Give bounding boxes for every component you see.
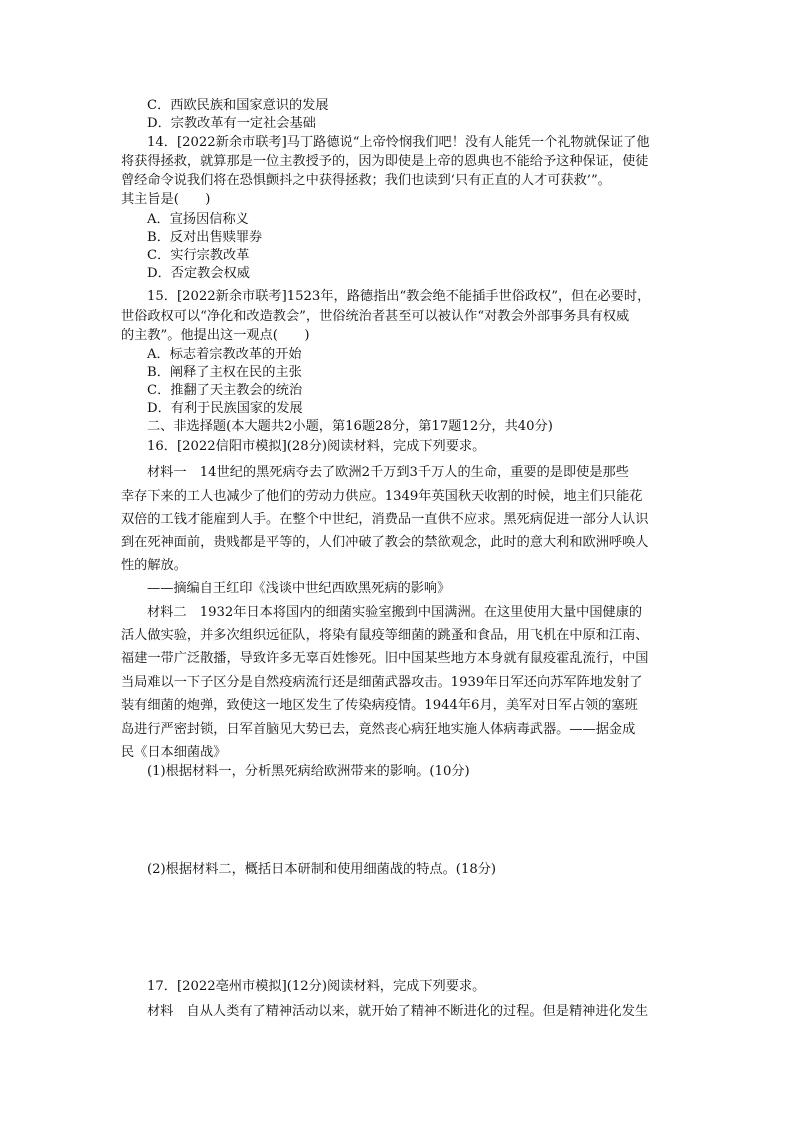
q16-material1-line: 材料一 14世纪的黑死病夺去了欧洲2千万到3千万人的生命，重要的是即使是那些 [147,465,629,480]
q17-material-line: 材料 自从人类有了精神活动以来，就开始了精神不断进化的过程。但是精神进化发生 [147,1004,649,1019]
q16-material2-line: 材料二 1932年日本将国内的细菌实验室搬到中国满洲。在这里使用大量中国健康的 [147,605,643,620]
q16-material2-line: 活人做实验，并多次组织远征队，将染有鼠疫等细菌的跳蚤和食品，用飞机在中原和江南、 [121,628,649,643]
q16-subquestion-1: (1)根据材料一，分析黑死病给欧洲带来的影响。(10分) [147,764,470,779]
q15-option-d: D．有利于民族国家的发展 [147,401,303,416]
q14-stem-line: 将获得拯救，就算那是一位主教授予的，因为即使是上帝的恩典也不能给予这种保证，使徒 [121,154,649,169]
q16-material1-line: 双倍的工钱才能雇到人手。在整个中世纪，消费品一直供不应求。黑死病促进一部分人认识 [121,512,649,527]
q15-option-c: C．推翻了天主教会的统治 [147,383,303,398]
q13-option-d: D．宗教改革有一定社会基础 [147,116,316,131]
q15-option-b: B．阐释了主权在民的主张 [147,365,302,380]
q15-stem-line: 世俗政权可以“净化和改造教会”，世俗统治者甚至可以被认作“对教会外部事务具有权威 [121,309,630,324]
q16-material1-line: 性的解放。 [121,558,187,573]
q16-material2-line: 当局难以一下子区分是自然疫病流行还是细菌武器攻击。1939年日军还向苏军阵地发射了 [121,675,643,690]
q15-stem-line: 15．[2022新余市联考]1523年，路德指出“教会绝不能插手世俗政权”，但在必要时， [147,289,651,304]
q16-material2-line: 福建一带广泛散播，导致许多无辜百姓惨死。旧中国某些地方本身就有鼠疫霍乱流行，中国 [121,651,649,666]
q14-option-a: A．宣扬因信称义 [147,212,249,227]
q15-option-a: A．标志着宗教改革的开始 [147,347,302,362]
q14-stem-line: 其主旨是( ) [121,192,211,207]
q14-option-c: C．实行宗教改革 [147,248,250,263]
q14-option-b: B．反对出售赎罪券 [147,230,263,245]
q13-option-c: C．西欧民族和国家意识的发展 [147,98,329,113]
q16-subquestion-2: (2)根据材料二，概括日本研制和使用细菌战的特点。(18分) [147,862,497,877]
q15-stem-line: 的主教”。他提出这一观点( ) [121,328,310,343]
q16-material2-line: 装有细菌的炮弹，致使这一地区发生了传染病疫情。1944年6月，美军对日军占领的塞班 [121,698,638,713]
q16-material1-line: 幸存下来的工人也减少了他们的劳动力供应。1349年英国秋天收割的时候，地主们只能花 [121,489,643,504]
q16-material1-line: 到在死神面前，贵贱都是平等的，人们冲破了教会的禁欲观念，此时的意大利和欧洲呼唤人 [121,535,649,550]
q14-stem-line: 曾经命令说我们将在恐惧颤抖之中获得拯救；我们也读到‘只有正直的人才可获救’”。 [121,173,611,188]
q16-stem: 16．[2022信阳市模拟](28分)阅读材料，完成下列要求。 [147,439,486,454]
q16-source1: ——摘编自王红印《浅谈中世纪西欧黑死病的影响》 [147,581,451,596]
q14-stem-line: 14．[2022新余市联考]马丁路德说“上帝怜悯我们吧！没有人能凭一个礼物就保证了他 [147,135,650,150]
q17-stem: 17．[2022亳州市模拟](12分)阅读材料，完成下列要求。 [147,979,486,994]
q16-material2-line: 民《日本细菌战》 [121,745,227,760]
q14-option-d: D．否定教会权威 [147,266,250,281]
q16-material2-line: 岛进行严密封锁，日军首脑见大势已去，竟然丧心病狂地实施人体病毒武器。——据金成 [121,722,636,737]
section-heading: 二、非选择题(本大题共2小题，第16题28分，第17题12分，共40分) [147,419,553,434]
